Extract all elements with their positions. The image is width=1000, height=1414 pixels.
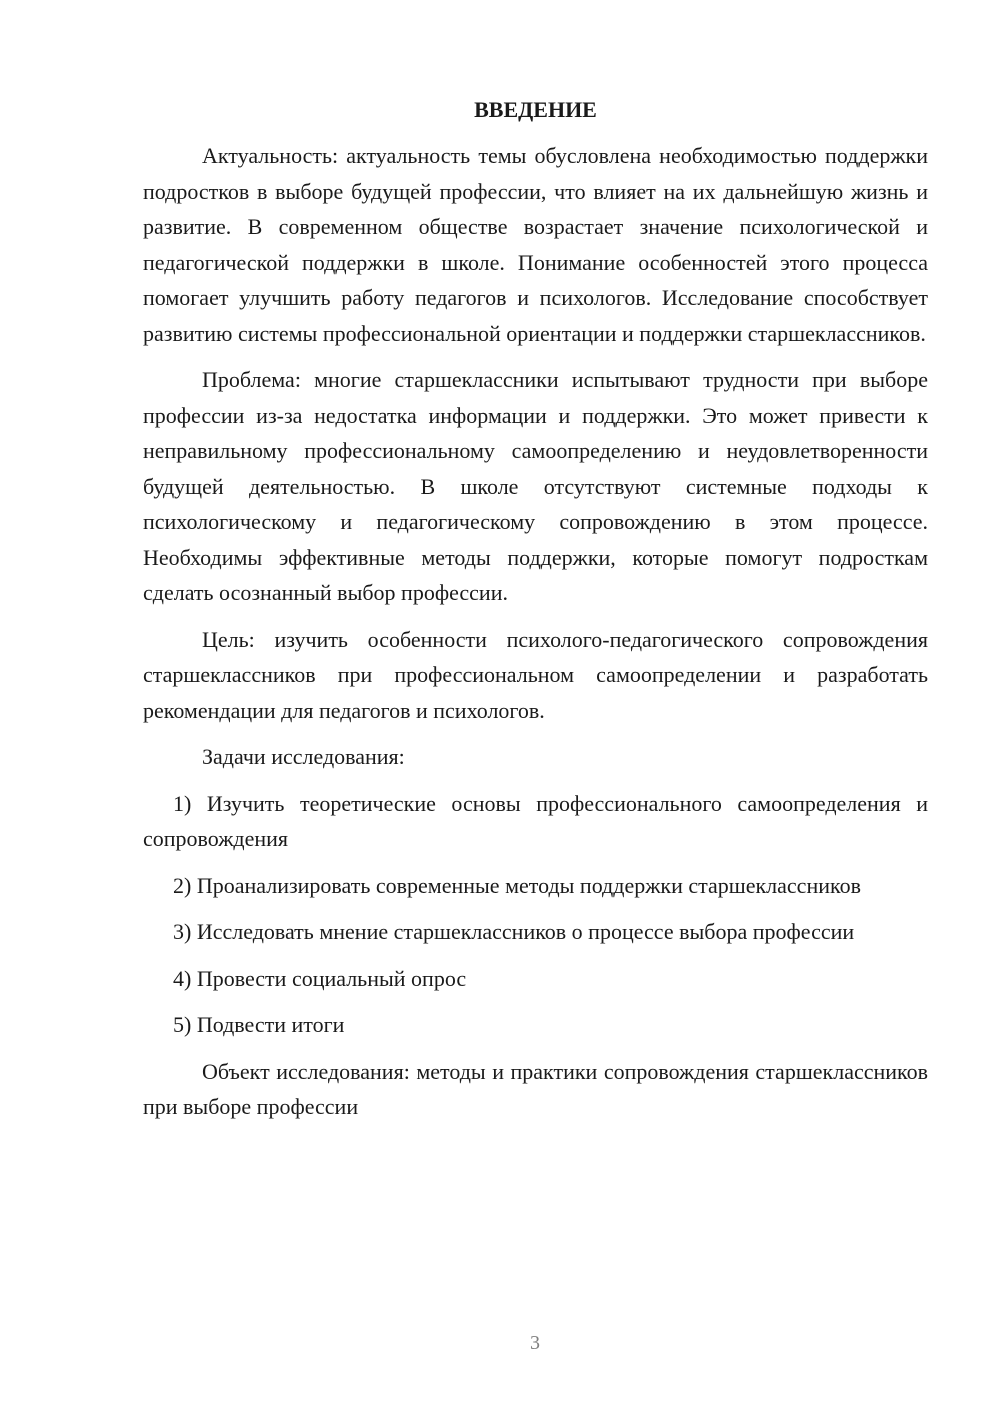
task-item: 2) Проанализировать современные методы поддержки старшеклассников [173, 872, 861, 898]
problem-paragraph: Проблема: многие старшеклассники испытывают трудности при выборе профессии из-за недостатка информации и поддержки. Это может привести к неправильному профессиональному самоопределению и неудовлетворенности будущей деятельностью. В школе отсутствуют системные подходы к психологическому и педагогическому сопровождению в этом процессе. Необходимы эффективные методы поддержки, которые помогут подросткам сделать осознанный выбор профессии. [143, 367, 928, 605]
task-item: 1) Изучить теоретические основы профессионального самоопределения и сопровождения [143, 790, 928, 851]
object-paragraph: Объект исследования: методы и практики сопровождения старшеклассников при выборе профессии [143, 1058, 928, 1119]
task-item: 3) Исследовать мнение старшеклассников о процессе выбора профессии [173, 919, 855, 944]
tasks-heading: Задачи исследования: [202, 744, 405, 769]
relevance-paragraph: Актуальность: актуальность темы обусловлена необходимостью поддержки подростков в выборе будущей профессии, что влияет на их дальнейшую жизнь и развитие. В современном обществе возрастает значение психологической и педагогической поддержки в школе. Понимание особенностей этого процесса помогает улучшить работу педагогов и психологов. Исследование способствует развитию системы профессиональной ориентации и поддержки старшеклассников. [143, 143, 928, 346]
document-body [143, 94, 928, 1136]
page-title: ВВЕДЕНИЕ [474, 97, 597, 122]
task-item: 4) Провести социальный опрос [173, 965, 467, 991]
task-item: 5) Подвести итоги [173, 1012, 345, 1037]
goal-paragraph: Цель: изучить особенности психолого-педагогического сопровождения старшеклассников при профессиональном самоопределении и разработать рекомендации для педагогов и психологов. [143, 626, 928, 723]
page-number: 3 [530, 1332, 540, 1354]
